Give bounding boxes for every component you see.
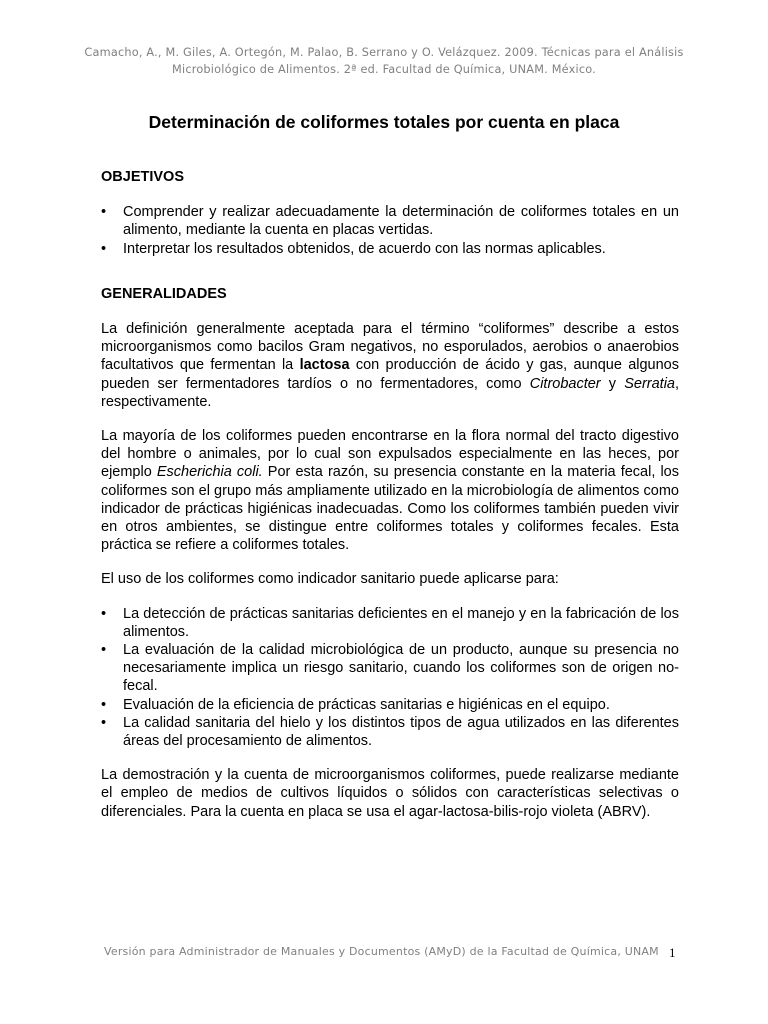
text-run: Por esta razón, su presencia constante en la materia fecal, los coliformes son el grupo más ampliamente utilizado en la microbiología de alimentos como indicador de prácticas higiénicas inadecuadas. Como los coliformes también pueden vivir en otros ambientes, se distingue entre coliformes totales y coliformes fecales. Esta práctica se refiere a coliformes totales. — [101, 464, 679, 554]
text-run: y — [600, 375, 625, 392]
paragraph-definicion — [101, 320, 679, 411]
list-item — [101, 240, 679, 258]
list-item — [101, 605, 679, 641]
text-run: La mayoría de los coliformes pueden encontrarse en la flora normal del tracto digestivo del hombre o animales, por lo cual son expulsados especialmente en las heces, por ejemplo — [101, 428, 679, 481]
text-run: con producción de ácido y gas, aunque algunos pueden ser fermentadores tardíos o no fermentadores, como — [101, 357, 679, 392]
bullet-icon: • — [101, 204, 107, 221]
list-item — [101, 714, 679, 750]
term-citrobacter: Citrobacter — [529, 375, 601, 392]
list-item — [101, 696, 679, 714]
list-item-text: La detección de prácticas sanitarias deficientes en el manejo y en la fabricación de los alimentos. — [123, 605, 679, 640]
list-item-text: Interpretar los resultados obtenidos, de acuerdo con las normas aplicables. — [123, 240, 606, 257]
objetivos-heading: OBJETIVOS — [101, 169, 184, 185]
paragraph-uso: El uso de los coliformes como indicador sanitario puede aplicarse para: — [101, 571, 559, 588]
bullet-icon: • — [101, 240, 107, 257]
objetivos-list — [101, 203, 679, 258]
running-footer: Versión para Administrador de Manuales y Documentos (AMyD) de la Facultad de Química, UNAM — [104, 945, 659, 958]
term-escherichia-coli: Escherichia coli. — [156, 464, 263, 481]
list-item — [101, 641, 679, 696]
text-run: La definición generalmente aceptada para el término “coliformes” describe a estos microorganismos como bacilos Gram negativos, no esporulados, aerobios o anaerobios facultativos que fermentan la — [101, 321, 679, 374]
document-body — [101, 168, 679, 837]
bullet-icon: • — [101, 696, 107, 713]
generalidades-heading: GENERALIDADES — [101, 285, 227, 302]
header-line-2: Microbiológico de Alimentos. 2ª ed. Facultad de Química, UNAM. México. — [172, 63, 596, 76]
bullet-icon: • — [101, 605, 107, 622]
term-serratia: Serratia — [624, 375, 675, 392]
paragraph-demostracion: La demostración y la cuenta de microorganismos coliformes, puede realizarse mediante el empleo de medios de cultivos líquidos o sólidos con características selectivas o diferenciales. Para la cuenta en placa se usa el agar-lactosa-bilis-rojo violeta (ABRV). — [101, 767, 679, 820]
text-run: , respectivamente. — [101, 375, 680, 410]
list-item-text: La calidad sanitaria del hielo y los distintos tipos de agua utilizados en las diferentes áreas del procesamiento de alimentos. — [123, 714, 679, 750]
list-item-text: La evaluación de la calidad microbiológica de un producto, aunque su presencia no necesariamente implica un riesgo sanitario, cuando los coliformes son de origen no-fecal. — [123, 642, 679, 695]
header-line-1: Camacho, A., M. Giles, A. Ortegón, M. Palao, B. Serrano y O. Velázquez. 2009. Técnicas para el Análisis — [84, 46, 684, 59]
usos-list — [101, 605, 679, 751]
list-item-text: Evaluación de la eficiencia de prácticas sanitarias e higiénicas en el equipo. — [123, 696, 610, 713]
running-header — [0, 44, 768, 78]
page-number: 1 — [669, 945, 676, 960]
term-lactosa: lactosa — [299, 357, 350, 374]
paragraph-mayoria — [101, 427, 679, 554]
document-title: Determinación de coliformes totales por cuenta en placa — [148, 112, 620, 132]
list-item — [101, 203, 679, 239]
bullet-icon: • — [101, 714, 107, 731]
list-item-text: Comprender y realizar adecuadamente la determinación de coliformes totales en un alimento, mediante la cuenta en placas vertidas. — [123, 204, 679, 239]
bullet-icon: • — [101, 642, 107, 659]
